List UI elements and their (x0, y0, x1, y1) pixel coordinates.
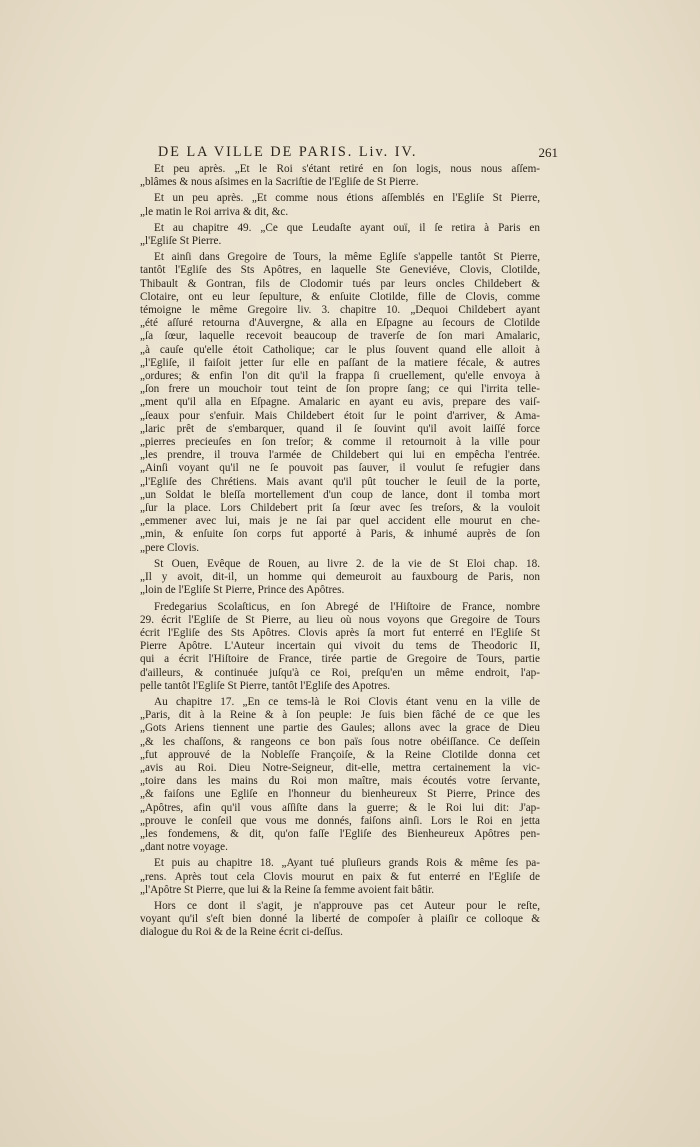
text-line: „l'Egliſe, il faiſoit jetter ſur elle en paſſant de la matiere fécale, & autres (140, 356, 540, 369)
paragraph (140, 696, 540, 854)
text-line: Pierre Apôtre. L'Auteur incertain qui vivoit du tems de Theodoric II, (140, 640, 540, 653)
text-line: „pere Clovis. (140, 541, 200, 554)
text-line: Au chapitre 17. „En ce tems-là le Roi Clovis étant venu en la ville de (154, 695, 540, 708)
text-line: „rens. Après tout cela Clovis mourut en paix & fut enterré en l'Egliſe de (140, 870, 540, 883)
text-line: „emmener avec lui, mais je ne ſai par quel accident elle mourut en che- (140, 515, 540, 528)
text-line: „Apôtres, afin qu'il vous aſſiſte dans la guerre; & le Roi lui dit: J'ap- (140, 801, 540, 814)
text-line: dialogue du Roi & de la Reine écrit ci-deſſus. (140, 926, 343, 939)
text-line: „le matin le Roi arriva & dit, &c. (140, 205, 289, 218)
text-line: „pierres precieuſes en ſon treſor; & comme il retournoit à la ville pour (140, 436, 540, 449)
text-line: „ſa ſœur, laquelle recevoit beaucoup de traverſe de ſon mari Amalaric, (140, 330, 540, 343)
text-line: „ſon frere un mouchoir tout teint de ſon propre ſang; ce qui l'irrita telle- (140, 383, 540, 396)
paragraph (140, 251, 540, 555)
text-line: „Il y avoit, dit-il, un homme qui demeuroit au fauxbourg de Paris, non (140, 571, 540, 584)
text-line: voyant qu'il s'eſt bien donné la liberté de compoſer à plaiſir ce colloque & (140, 913, 540, 926)
paragraph (140, 558, 540, 598)
paragraph (140, 857, 540, 897)
text-line: 29. écrit l'Egliſe de St Pierre, au lieu où nous voyons que Gregoire de Tours (140, 613, 540, 626)
body-text (140, 163, 540, 943)
text-line: „prouve le conſeil que vous me donnés, faiſons ainſi. Lors le Roi en jetta (140, 814, 540, 827)
text-line: „l'Egliſe St Pierre. (140, 235, 222, 248)
text-line: „Ainſi voyant qu'il ne ſe pouvoit pas ſauver, il voulut ſe refugier dans (140, 462, 540, 475)
text-line: témoigne le même Gregoire liv. 3. chapitre 10. „Dequoi Childebert ayant (140, 304, 540, 317)
text-line: „à cauſe qu'elle étoit Catholique; car le plus ſouvent quand elle alloit à (140, 343, 540, 356)
text-line: Et au chapitre 49. „Ce que Leudaſte ayant ouï, il ſe retira à Paris en (154, 221, 540, 234)
text-line: „ſeaux pour s'enfuir. Mais Childebert étoit ſur le point d'arriver, & Ama- (140, 409, 540, 422)
text-line: „loin de l'Egliſe St Pierre, Prince des Apôtres. (140, 584, 345, 597)
text-line: „avis au Roi. Dieu Notre-Seigneur, dit-elle, mettra certainement la vic- (140, 761, 540, 774)
paragraph (140, 163, 540, 189)
text-line: „blâmes & nous aſsimes en la Sacriſtie de l'Egliſe de St Pierre. (140, 176, 419, 189)
text-line: „& faiſons une Egliſe en l'honneur du bienheureux St Pierre, Prince des (140, 788, 540, 801)
text-line: „les fondemens, & dit, qu'on faſſe l'Egliſe des Bienheureux Apôtres pen- (140, 827, 540, 840)
text-line: „été aſſuré retourna d'Auvergne, & alla en Eſpagne au ſecours de Clotilde (140, 317, 540, 330)
text-line: pelle tantôt l'Egliſe St Pierre, tantôt l'Egliſe des Apotres. (140, 679, 391, 692)
text-line: „un Soldat le bleſſa mortellement d'un coup de lance, dont il tomba mort (140, 488, 540, 501)
text-line: „ſur la place. Lors Childebert prit ſa ſœur avec ſes treſors, & la vouloit (140, 502, 540, 515)
text-line: Fredegarius Scolaſticus, en ſon Abregé de l'Hiſtoire de France, nombre (154, 600, 540, 613)
text-line: „toire dans les mains du Roi mon maître, mais écoutés votre ſervante, (140, 775, 540, 788)
text-line: „ment qu'il alla en Eſpagne. Amalaric en ayant eu avis, prepare des vaiſ- (140, 396, 540, 409)
text-line: tantôt l'Egliſe des Sts Apôtres, en laquelle Ste Geneviéve, Clovis, Clotilde, (140, 264, 540, 277)
text-line: „min, & enſuite ſon corps fut apporté à Paris, & inhumé auprès de ſon (140, 528, 540, 541)
text-line: „Gots Ariens tiennent une partie des Gaules; allons avec la grace de Dieu (140, 722, 540, 735)
text-line: Thibault & Gontran, fils de Clodomir tués par leurs oncles Childebert & (140, 277, 540, 290)
text-line: Hors ce dont il s'agit, je n'approuve pas cet Auteur pour le reſte, (154, 899, 540, 912)
text-line: „Paris, dit à la Reine & à ſon peuple: Je ſuis bien fâché de ce que les (140, 709, 540, 722)
text-line: Et peu après. „Et le Roi s'étant retiré en ſon logis, nous nous aſſem- (154, 163, 540, 175)
text-line: „l'Apôtre St Pierre, que lui & la Reine ſa femme avoient fait bâtir. (140, 883, 435, 896)
text-line: Clotaire, ont eu leur ſepulture, & enſuite Clotilde, fille de Clovis, comme (140, 290, 540, 303)
text-line: „les prendre, il trouva l'armée de Childebert qui lui en empêcha l'entrée. (140, 449, 540, 462)
text-line: „ordures; & enfin l'on dit qu'il la frappa ſi cruellement, qu'elle envoya à (140, 370, 540, 383)
paragraph (140, 222, 540, 248)
paragraph (140, 900, 540, 940)
text-line: „l'Egliſe des Chrétiens. Mais avant qu'il pût toucher le ſeuil de la porte, (140, 475, 540, 488)
page-number: 261 (538, 145, 558, 160)
text-line: d'ailleurs, & continuée juſqu'à ce Roi, preſqu'en un même endroit, l'ap- (140, 666, 540, 679)
text-line: „fut approuvé de la Nobleſſe Françoiſe, & la Reine Clotilde donna cet (140, 748, 540, 761)
paragraph (140, 192, 540, 218)
text-line: „laric prêt de s'embarquer, quand il ſe ſouvint qu'il avoit laiſſé force (140, 422, 540, 435)
text-line: „& les chaſſons, & rangeons ce bon païs ſous notre obéiſſance. Ce deſſein (140, 735, 540, 748)
text-line: qui a écrit l'Hiſtoire de France, tirée partie de Gregoire de Tours, partie (140, 653, 540, 666)
running-title: DE LA VILLE DE PARIS. Liv. IV. (158, 144, 418, 160)
paragraph (140, 601, 540, 693)
text-line: Et ainſi dans Gregoire de Tours, la même Egliſe s'appelle tantôt St Pierre, (154, 251, 540, 264)
text-line: Et un peu après. „Et comme nous étions aſſemblés en l'Egliſe St Pierre, (154, 192, 540, 205)
text-line: St Ouen, Evêque de Rouen, au livre 2. de la vie de St Eloi chap. 18. (154, 557, 540, 570)
text-line: „dant notre voyage. (140, 841, 228, 854)
text-line: Et puis au chapitre 18. „Ayant tué pluſieurs grands Rois & même ſes pa- (154, 857, 540, 870)
text-line: écrit l'Egliſe des Sts Apôtres. Clovis après ſa mort fut enterré en l'Egliſe St (140, 626, 540, 639)
